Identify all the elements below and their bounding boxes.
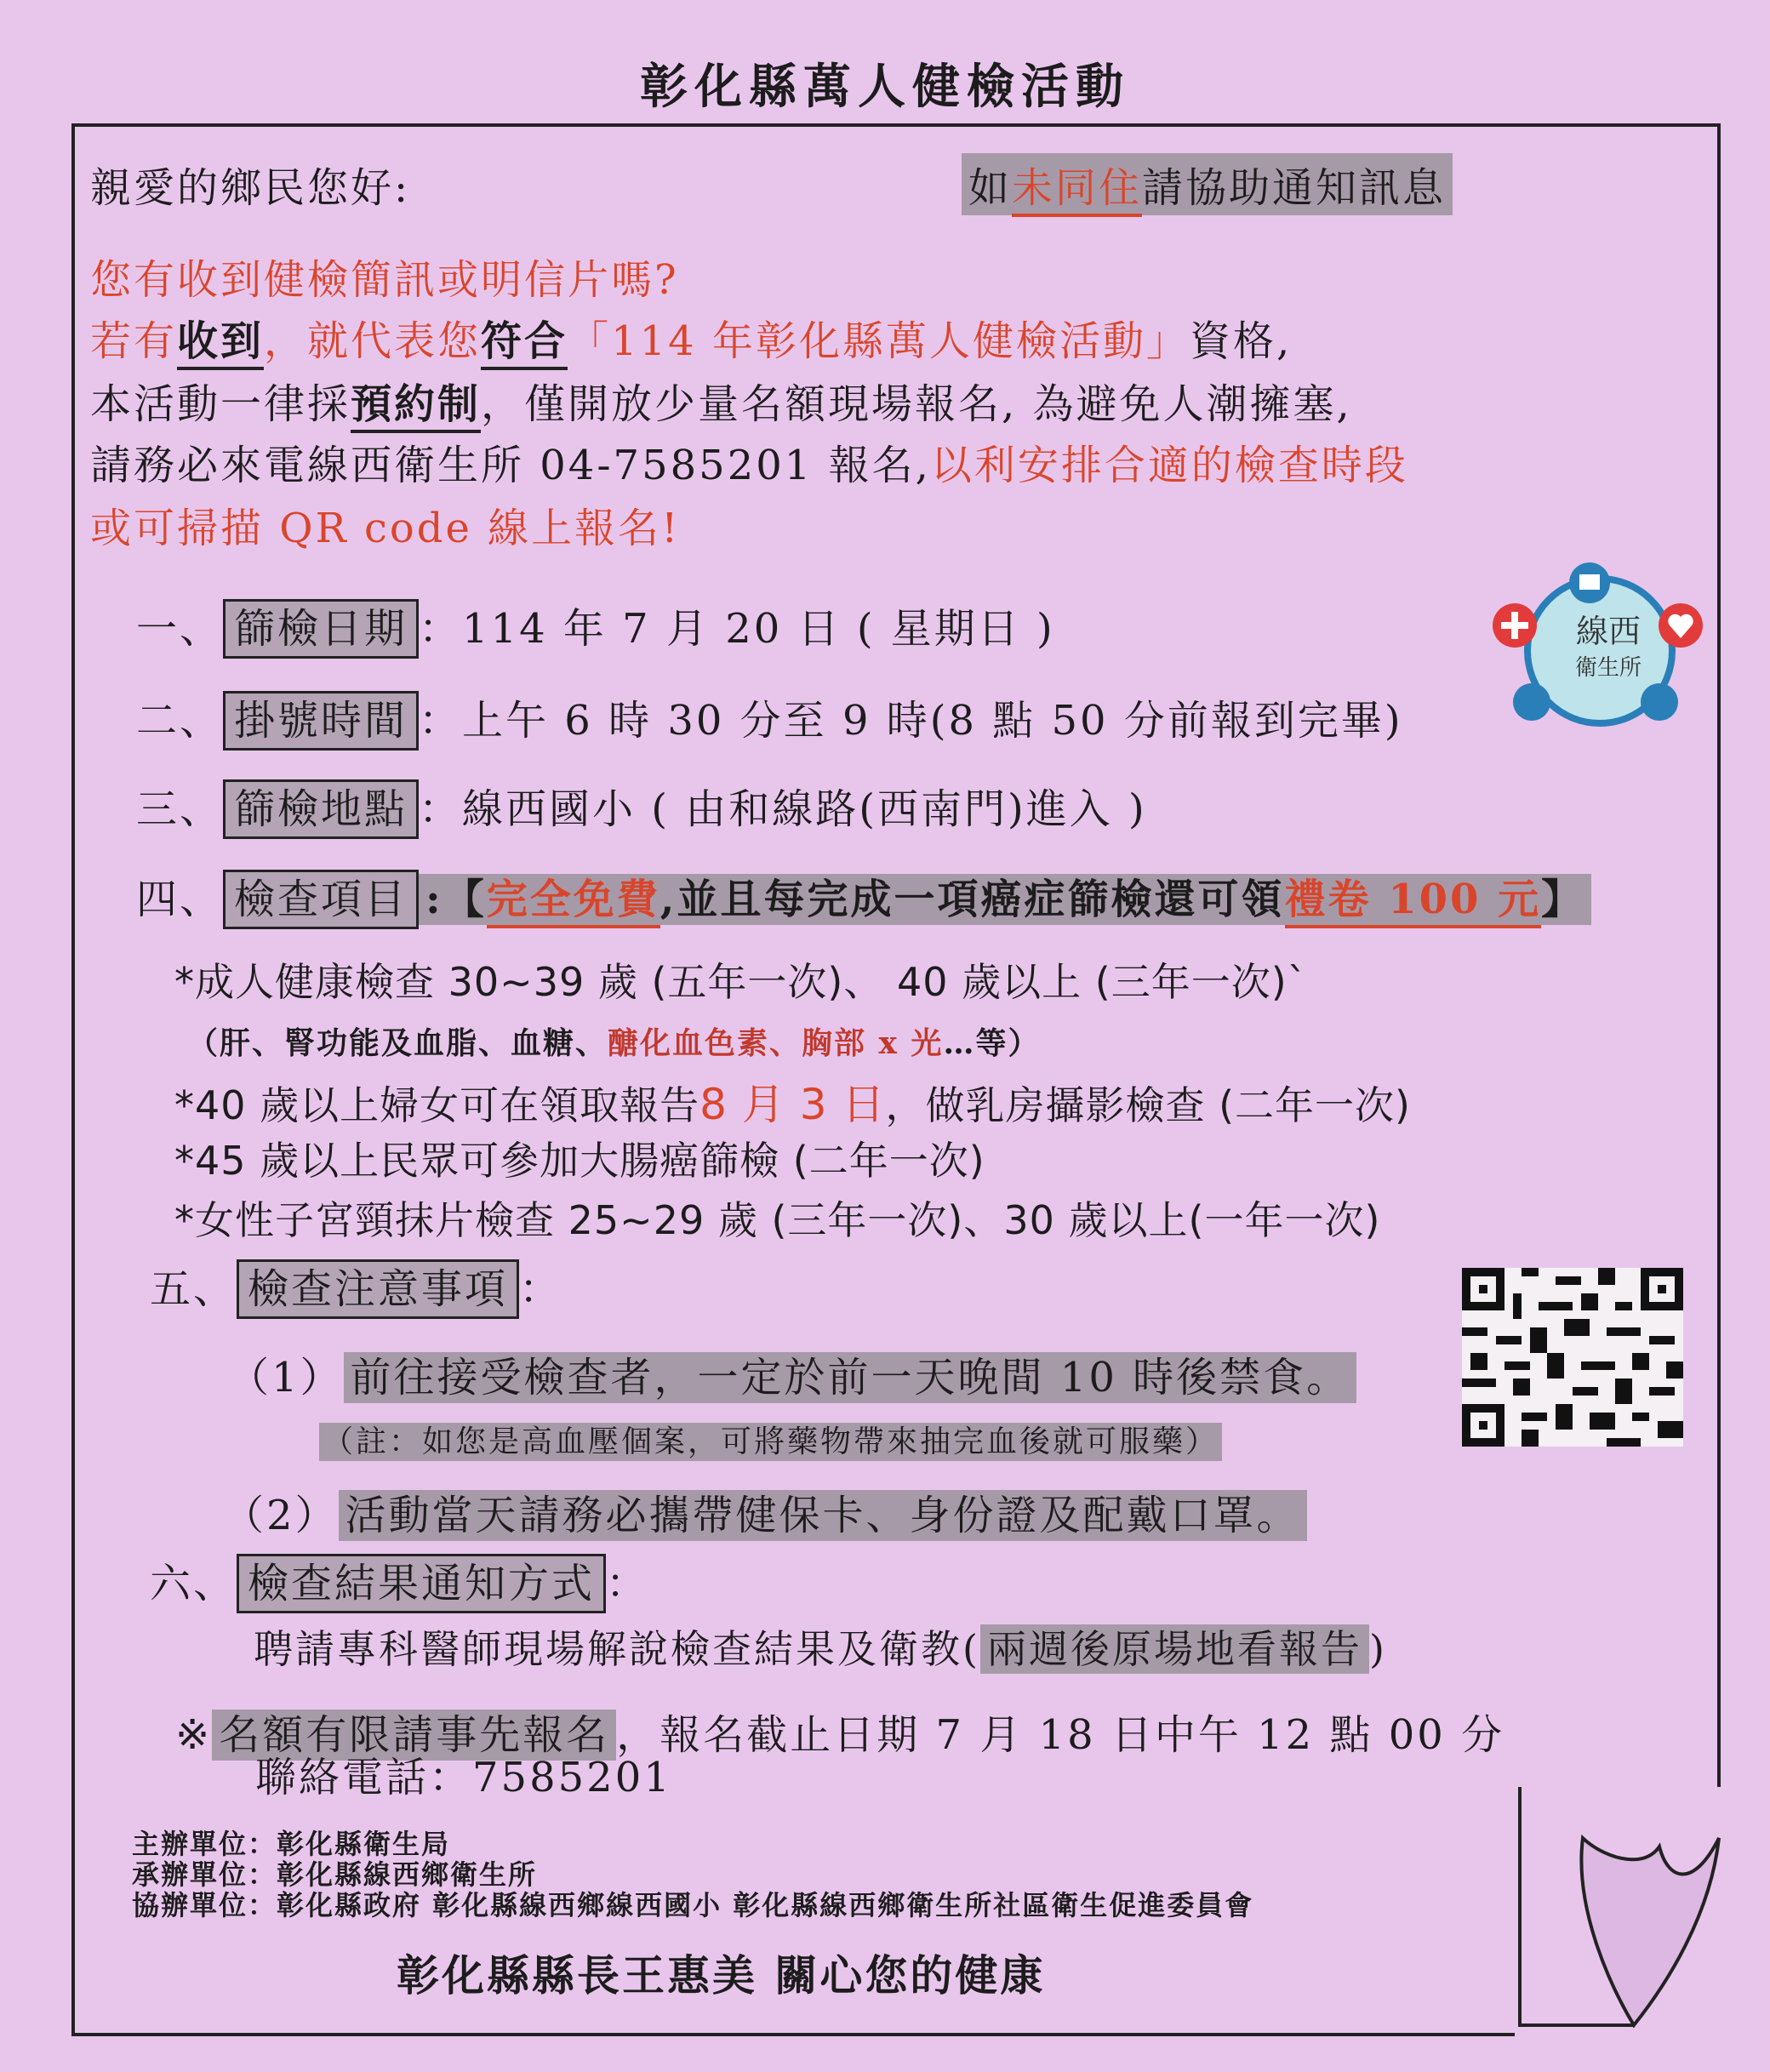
intro-phone: 請務必來電線西衛生所 04-7585201 報名,以利安排合適的檢查時段 <box>90 442 1408 489</box>
greeting: 親愛的鄉民您好: <box>90 164 411 212</box>
item-time: 二、 掛號時間 ：上午 6 時 30 分至 9 時(8 點 50 分前報到完畢) <box>136 688 1403 746</box>
organizer-executor: 承辦單位：彰化縣線西鄉衛生所 <box>132 1858 538 1891</box>
forward-notice: 如未同住請協助通知訊息 <box>962 153 1453 215</box>
quota-phone: 聯絡電話：7585201 <box>255 1754 672 1801</box>
organizer-host: 主辦單位：彰化縣衛生局 <box>132 1828 451 1860</box>
note-hypertension: （註：如您是高血壓個案，可將藥物帶來抽完血後就可服藥） <box>319 1418 1222 1461</box>
quota-deadline: ※ 名額有限請事先報名 ，報名截止日期 7 月 18 日中午 12 點 00 分 <box>175 1711 1505 1759</box>
organizer-cooperators: 協辦單位：彰化縣政府 彰化縣線西鄉線西國小 彰化縣線西鄉衛生所社區衛生促進委員會 <box>132 1889 1254 1921</box>
intro-qr: 或可掃描 QR code 線上報名! <box>90 505 681 552</box>
result-heading: 六、 檢查結果通知方式 ： <box>150 1550 649 1609</box>
qr-code <box>1462 1268 1683 1447</box>
page-title: 彰化縣萬人健檢活動 <box>640 59 1130 115</box>
result-text: 聘請專科醫師現場解說檢查結果及衛教( 兩週後原場地看報告 ) <box>254 1626 1387 1672</box>
intro-eligibility: 若有收到，就代表您符合「114 年彰化縣萬人健檢活動」資格, <box>90 308 1292 367</box>
note-fasting: （1） 前往接受檢查者，一定於前一天晚間 10 時後禁食。 <box>228 1344 1356 1403</box>
intro-question: 您有收到健檢簡訊或明信片嗎? <box>90 256 679 304</box>
health-center-logo <box>1481 557 1710 736</box>
notes-heading: 五、 檢查注意事項 ： <box>150 1256 562 1315</box>
check-mammogram: *40 歲以上婦女可在領取報告8 月 3 日，做乳房攝影檢查 (二年一次) <box>174 1080 1411 1129</box>
note-documents: （2） 活動當天請務必攜帶健保卡、身份證及配戴口罩。 <box>223 1482 1307 1541</box>
item-checks: 四、 檢查項目 :【完全免費,並且每完成一項癌症篩檢還可領禮卷 100 元】 <box>136 866 1591 925</box>
page-curl <box>1498 1787 1753 2051</box>
check-adult: *成人健康檢查 30~39 歲 (五年一次)、 40 歲以上 (三年一次)` <box>174 959 1308 1005</box>
check-pap: *女性子宮頸抹片檢查 25~29 歲 (三年一次)、30 歲以上(一年一次) <box>174 1197 1381 1243</box>
check-colorectal: *45 歲以上民眾可參加大腸癌篩檢 (二年一次) <box>174 1138 985 1184</box>
item-date: 一、 篩檢日期 ：114 年 7 月 20 日 ( 星期日 ) <box>136 596 1055 654</box>
intro-reservation: 本活動一律採預約制，僅開放少量名額現場報名, 為避免人潮擁塞, <box>90 371 1352 430</box>
check-adult-detail: （肝、腎功能及血脂、血糖、醣化血色素、胸部 x 光…等） <box>187 1025 1041 1061</box>
footer-slogan: 彰化縣縣長王惠美 關心您的健康 <box>397 1950 1046 2001</box>
svg-text:衛生所: 衛生所 <box>1574 655 1642 681</box>
item-place: 三、 篩檢地點 ：線西國小 ( 由和線路(西南門)進入 ) <box>136 776 1147 835</box>
svg-text:線西: 線西 <box>1575 613 1642 650</box>
